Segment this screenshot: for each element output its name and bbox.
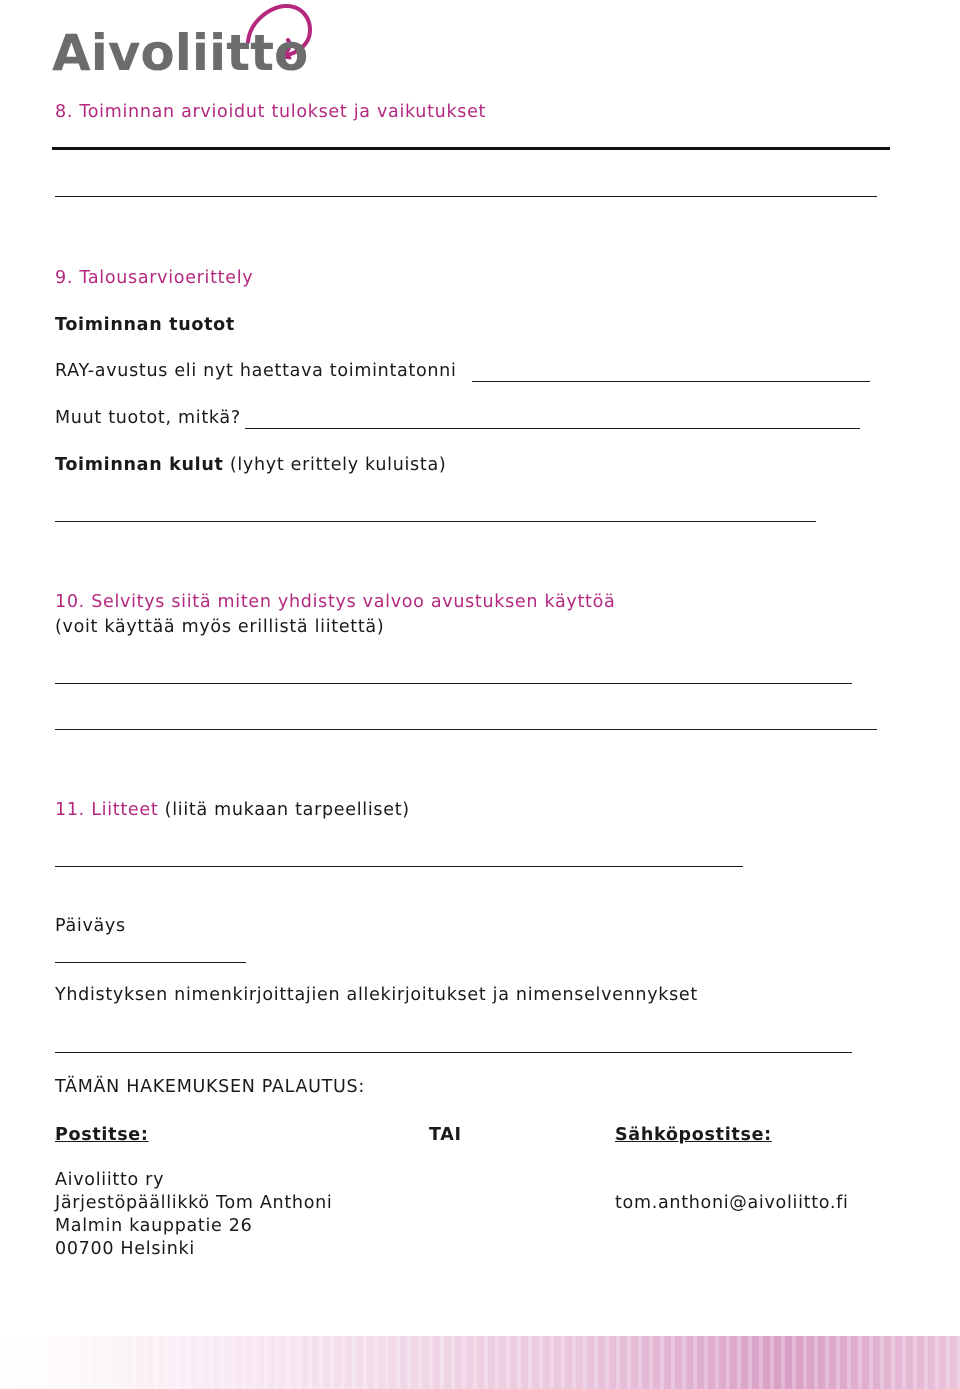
email-label: Sähköpostitse: [615,1125,772,1145]
section-11-number: 11. [55,800,85,820]
heading-rule [52,147,890,150]
date-field[interactable] [55,962,246,963]
section-10-answer-line-2[interactable] [55,729,877,730]
section-11-heading-row [55,800,410,820]
costs-heading: Toiminnan kulut [55,455,224,475]
section-10-answer-line-1[interactable] [55,683,852,684]
section-8-answer-line[interactable] [55,196,877,197]
post-label: Postitse: [55,1125,149,1145]
logo-wordmark: Aivoliitto [52,24,309,82]
section-8-title: 8. Toiminnan arvioidut tulokset ja vaikutukset [55,102,487,122]
signatures-field[interactable] [55,1052,852,1053]
section-9-title: 9. Talousarvioerittely [55,268,254,288]
section-10-note: (voit käyttää myös erillistä liitettä) [55,617,385,637]
return-heading: TÄMÄN HAKEMUKSEN PALAUTUS: [55,1077,365,1097]
address-line-1: Aivoliitto ry [55,1170,165,1190]
ray-grant-field[interactable] [472,381,870,382]
section-10-title: 10. Selvitys siitä miten yhdistys valvoo avustuksen käyttöä [55,592,616,612]
other-income-label: Muut tuotot, mitkä? [55,408,241,428]
address-line-3: Malmin kauppatie 26 [55,1216,253,1236]
date-label: Päiväys [55,916,126,936]
address-line-4: 00700 Helsinki [55,1239,195,1259]
income-heading: Toiminnan tuotot [55,315,235,335]
attachments-field[interactable] [55,866,743,867]
costs-field[interactable] [55,521,816,522]
footer-decoration [0,1336,960,1389]
signatures-label: Yhdistyksen nimenkirjoittajien allekirjoitukset ja nimenselvennykset [55,985,698,1005]
section-11-title: Liitteet [91,800,159,820]
costs-note: (lyhyt erittely kuluista) [229,455,447,475]
section-11-note: (liitä mukaan tarpeelliset) [164,800,410,820]
aivoliitto-logo [52,2,322,82]
ray-grant-label: RAY-avustus eli nyt haettava toimintatonni [55,361,457,381]
other-income-field[interactable] [245,428,860,429]
or-label: TAI [429,1125,462,1145]
costs-heading-row [55,455,446,475]
address-line-2: Järjestöpäällikkö Tom Anthoni [55,1193,333,1213]
email-address[interactable]: tom.anthoni@aivoliitto.fi [615,1193,849,1213]
